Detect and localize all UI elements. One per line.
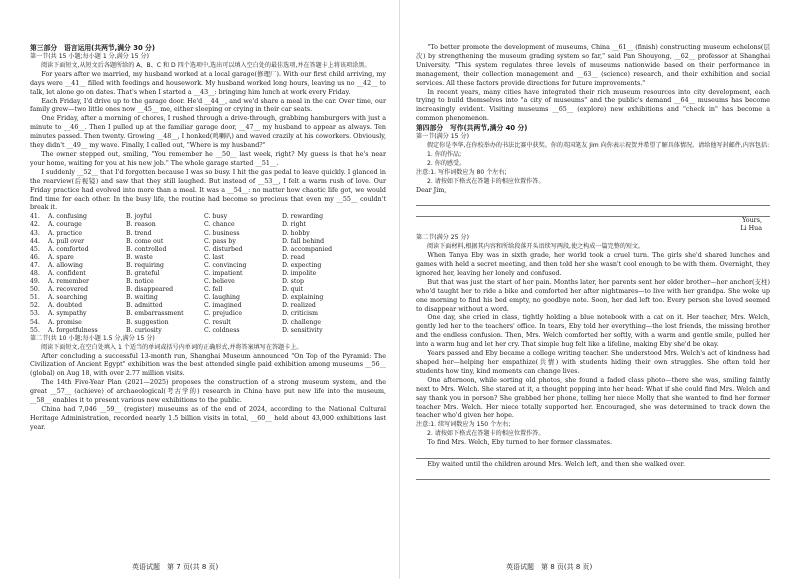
answer-line	[416, 448, 770, 459]
exam-page-8	[400, 0, 800, 579]
option-c: C. imagined	[204, 302, 242, 310]
option-a: A. sympathy	[48, 310, 87, 318]
option-c: C. prejudice	[204, 310, 242, 318]
option-a: A. remember	[48, 278, 89, 286]
fill-paragraph: In recent years, many cities have integrated their rich museum resources into city development, each trying to build themselves into "a city of museums" and the public's demand __64__ museums has become increasingly evident. Visiting museums __65__ (explore) new exhibitions and "check in" has become a common phenomenon.	[416, 88, 770, 123]
fill-passage-part2	[416, 44, 770, 124]
option-d: D. sensitivity	[282, 326, 323, 334]
fill-passage-part1	[30, 353, 386, 433]
question-number: 48.	[30, 269, 40, 277]
option-a: A. searching	[48, 294, 88, 302]
option-d: D. quit	[282, 286, 304, 294]
question-number: 42.	[30, 221, 40, 229]
story-paragraph: One afternoon, while sorting old photos, she found a faded class photo—there she was, smiling faintly next to Mrs. Welch. She stared at it, a thought popping into her head: What if she could find Mrs. Welch and say thank you in person? She grabbed her phone, telling her niece Molly that she wanted to find her former teacher Mrs. Welch. Her niece totally supported her. Encouraged, she was determined to track down the teacher who'd given her hope.	[416, 376, 770, 420]
cloze-paragraph: For years after we married, my husband worked at a local garage(修理厂). With our first child arriving, my days were __41__ filled with feedings and housework. My husband worked long hours, leaving us no __42__ to talk, let alone go on dates. That's when I started a __43__: bringing him lunch at work every Friday.	[30, 70, 386, 96]
cloze-paragraph: Each Friday, I'd drive up to the garage door. He'd __44__, and we'd share a meal in the car. Over time, our family grew—two little ones now __45__ me, either sleeping or crying in their car seats.	[30, 97, 386, 114]
option-a: A. courage	[48, 221, 82, 229]
option-a: A. confusing	[48, 213, 87, 221]
part4-title: 第四部分 写作(共两节,满分 40 分)	[416, 124, 528, 133]
option-b: B. come out	[126, 237, 164, 245]
option-c: C. impatient	[204, 269, 243, 277]
option-a: A. spare	[48, 253, 74, 261]
page-footer: 英语试题 第 7 页(共 8 页)	[132, 563, 219, 571]
option-b: B. notice	[126, 278, 154, 286]
question-number: 53.	[30, 310, 40, 318]
story-paragraph: One day, she cried in class, tightly holding a blue notebook with a cat on it. Her teacher, Mrs. Welch, gently led her to the teachers' office. In tears, Eby told her everything—the lost friends, the missing brother and the endless confusion. Then, Mrs. Welch comforted her softly, with a warm and gentle smile, pulled her into a warm hug and let her cry. That simple hug felt like a lifeline, making Eby she'd be okay.	[416, 314, 770, 349]
option-b: B. suggestion	[126, 318, 169, 326]
option-a: A. practice	[48, 229, 83, 237]
question-number: 49.	[30, 278, 40, 286]
writing2-note-2: 2. 请按如下格式在答题卡的相应位置作答。	[426, 430, 545, 438]
story-passage	[416, 252, 770, 421]
letter-salutation: Dear Jim,	[416, 186, 447, 194]
option-b: B. joyful	[126, 213, 152, 221]
cloze-passage	[30, 71, 386, 214]
story-paragraph: Years passed and Eby became a college writing teacher. She understood Mrs. Welch's act of kindness had shaped her—helping her empathize(共情) with students hiding their own struggles. She often told her students how tiny, kind moments can change lives.	[416, 350, 770, 375]
option-c: C. disturbed	[204, 245, 243, 253]
option-b: B. admitted	[126, 302, 163, 310]
option-b: B. grateful	[126, 269, 160, 277]
option-c: C. laughing	[204, 294, 240, 302]
option-b: B. embarrassment	[126, 310, 184, 318]
option-a: A. comforted	[48, 245, 89, 253]
section2-title: 第二节(共 10 小题;每小题 1.5 分,满分 15 分)	[30, 334, 155, 342]
option-c: C. result	[204, 318, 231, 326]
option-b: B. waste	[126, 253, 153, 261]
writing1-note-1: 1. 写作词数应为 80 个左右;	[430, 168, 507, 176]
option-b: B. disappeared	[126, 286, 174, 294]
question-number: 47.	[30, 261, 40, 269]
question-number: 50.	[30, 286, 40, 294]
option-c: C. last	[204, 253, 224, 261]
writing1-point-1: 1. 你的作品;	[426, 150, 462, 158]
option-d: D. explaining	[282, 294, 324, 302]
option-d: D. stop	[282, 278, 305, 286]
option-d: D. rewarding	[282, 213, 324, 221]
option-d: D. realized	[282, 302, 316, 310]
page-footer: 英语试题 第 8 页(共 8 页)	[506, 563, 593, 571]
writing1-prompt: 假定你是李华,在你校举办的书法比赛中获奖。你的英国笔友 Jim 向你表示祝贺并希望了解具体情况。请给他写封邮件,内容包括:	[426, 142, 770, 150]
option-c: C. fell	[204, 286, 223, 294]
writing1-note-label: 注意:	[416, 168, 431, 176]
cloze-paragraph: The owner stepped out, smiling, "You remember he __50__ last week, right? My guess is that he's near your home, waiting for you at his new job." The whole garage started __51__.	[30, 150, 386, 167]
option-a: A. recovered	[48, 286, 88, 294]
answer-line	[416, 469, 770, 480]
option-c: C. business	[204, 229, 240, 237]
option-a: A. allowing	[48, 261, 83, 269]
question-number: 43.	[30, 229, 40, 237]
option-a: A. pull over	[48, 237, 85, 245]
option-c: C. convincing	[204, 261, 247, 269]
story-paragraph: But that was just the start of her pain. Months later, her parents sent her elder brother—her anchor(支柱) who'd taught her to ride a bike and comforted her after nightmares—to live with her grandpa. She woke up one morning to find his bed empty, no goodbye note. Soon, her dad left too. Every person she loved seemed to disappear without a word.	[416, 278, 770, 313]
option-a: A. promise	[48, 318, 82, 326]
writing1-note-2: 2. 请按如下格式在答题卡的相应位置作答。	[426, 177, 545, 185]
writing2-title: 第二节(满分 25 分)	[416, 234, 469, 242]
section1-instructions: 阅读下面短文,从短文后各题所给的 A、B、C 和 D 四个选项中,选出可以填入空白处的最佳选项,并在答题卡上将该项涂黑。	[40, 61, 371, 69]
question-number: 45.	[30, 245, 40, 253]
answer-line	[416, 196, 770, 207]
question-number: 55.	[30, 326, 40, 334]
option-d: D. accompanied	[282, 245, 333, 253]
fill-paragraph: After concluding a successful 13-month run, Shanghai Museum announced "On Top of the Pyramid: The Civilization of Ancient Egypt" exhibition was the best attended single paid exhibition among museums __56__ (global) on Aug 18, with over 2.77 million visits.	[30, 352, 386, 378]
cloze-paragraph: One Friday, after a morning of chores, I rushed through a drive-through, grabbing hamburgers with just a minute to __46__. Then I pulled up at the familiar garage door, __47__ my husband to appear as always. Ten minutes passed. Then twenty. Growing __48__, I honked(鸣喇叭) and waved crazily at his coworkers. Obviously, they didn't __49__ my wave. Finally, I called out, "Where is my husband?"	[30, 115, 386, 150]
option-c: C. busy	[204, 213, 228, 221]
option-b: B. trend	[126, 229, 152, 237]
option-d: D. challenge	[282, 318, 322, 326]
section1-title: 第一节(共 15 小题;每小题 1 分,满分 15 分)	[30, 53, 149, 60]
option-a: A. forgetfulness	[48, 326, 98, 334]
option-c: C. pass by	[204, 237, 236, 245]
option-d: D. expecting	[282, 261, 322, 269]
section2-instructions: 阅读下面短文,在空白处填入 1 个适当的单词或括号内单词的正确形式,并将答案填写在答题卡上。	[40, 343, 303, 351]
option-b: B. requiring	[126, 261, 164, 269]
question-number: 41.	[30, 213, 40, 221]
story-paragraph: When Tanya Eby was in sixth grade, her world took a cruel turn. The girls she'd shared lunches and games with held a secret meeting, and then told her she wasn't cool enough to be with them. Overnight, they ignored her, leaving her lonely and confused.	[416, 252, 770, 277]
fill-paragraph: "To better promote the development of museums, China __61__ (finish) constructing museum echelons(层次) by strengthening the museum grading system so far," said Pan Shouyong, __62__ professor at Shanghai University. "This system regulates three levels of museums nationwide based on their performance in management, their collection management and __63__ (science) research, and their exhibition and social services. All these factors provide directions for future improvements."	[416, 44, 770, 87]
question-number: 44.	[30, 237, 40, 245]
fill-paragraph: China had 7,046 __59__ (register) museums as of the end of 2024, according to the National Cultural Heritage Administration, recorded nearly 1.5 billion visits in total, __60__ held about 43,000 exhibitions last year.	[30, 405, 386, 431]
option-c: C. believe	[204, 278, 235, 286]
writing2-note-1: 1. 续写词数应为 150 个左右;	[430, 421, 511, 429]
writing2-note-label: 注意:	[416, 421, 431, 429]
cloze-options-table	[30, 213, 386, 334]
option-d: D. right	[282, 221, 307, 229]
continuation-start-1: To find Mrs. Welch, Eby turned to her former classmates.	[427, 439, 613, 447]
fill-paragraph: The 14th Five-Year Plan (2021—2025) proposes the construction of a strong museum system, and the great __57__ (achieve) of archaeological(考古学的) research in China have put new life into the museum, __58__ enables it to present various new exhibitions to the public.	[30, 379, 386, 405]
continuation-start-2: Eby waited until the children around Mrs. Welch left, and then she walked over.	[427, 460, 686, 468]
option-d: D. hobby	[282, 229, 310, 237]
option-d: D. criticism	[282, 310, 319, 318]
question-number: 46.	[30, 253, 40, 261]
option-a: A. confident	[48, 269, 86, 277]
option-a: A. doubted	[48, 302, 83, 310]
option-c: C. coldness	[204, 326, 240, 334]
letter-signature: Li Hua	[740, 225, 762, 233]
option-b: B. controlled	[126, 245, 167, 253]
writing1-point-2: 2. 你的感受。	[426, 159, 466, 167]
option-d: D. read	[282, 253, 305, 261]
cloze-paragraph: I suddenly __52__ that I'd forgotten because I was so busy. I hit the gas pedal to leave quickly. I glanced in the rearview(后视镜) and saw that they still laughed. But instead of __53__, I felt a warm rush of love. Our Friday practice had evolved into more than a meal. It was a __54__: no matter how chaotic life got, we would find time for each other. In the busy life, the routine had become so precious that even my __55__ couldn't break it.	[30, 168, 386, 212]
option-c: C. chance	[204, 221, 235, 229]
writing2-prompt: 阅读下面材料,根据其内容和所给段落开头语续写两段,使之构成一篇完整的短文。	[426, 243, 645, 251]
writing1-title: 第一节(满分 15 分)	[416, 133, 469, 141]
question-number: 51.	[30, 294, 40, 302]
option-d: D. fall behind	[282, 237, 325, 245]
question-number: 52.	[30, 302, 40, 310]
answer-line	[416, 206, 770, 217]
letter-closing: Yours,	[742, 216, 762, 224]
option-b: B. waiting	[126, 294, 158, 302]
question-number: 54.	[30, 318, 40, 326]
option-b: B. reason	[126, 221, 156, 229]
part3-title: 第三部分 语言运用(共两节,满分 30 分)	[30, 44, 155, 52]
option-b: B. curiosity	[126, 326, 162, 334]
option-d: D. impolite	[282, 269, 317, 277]
